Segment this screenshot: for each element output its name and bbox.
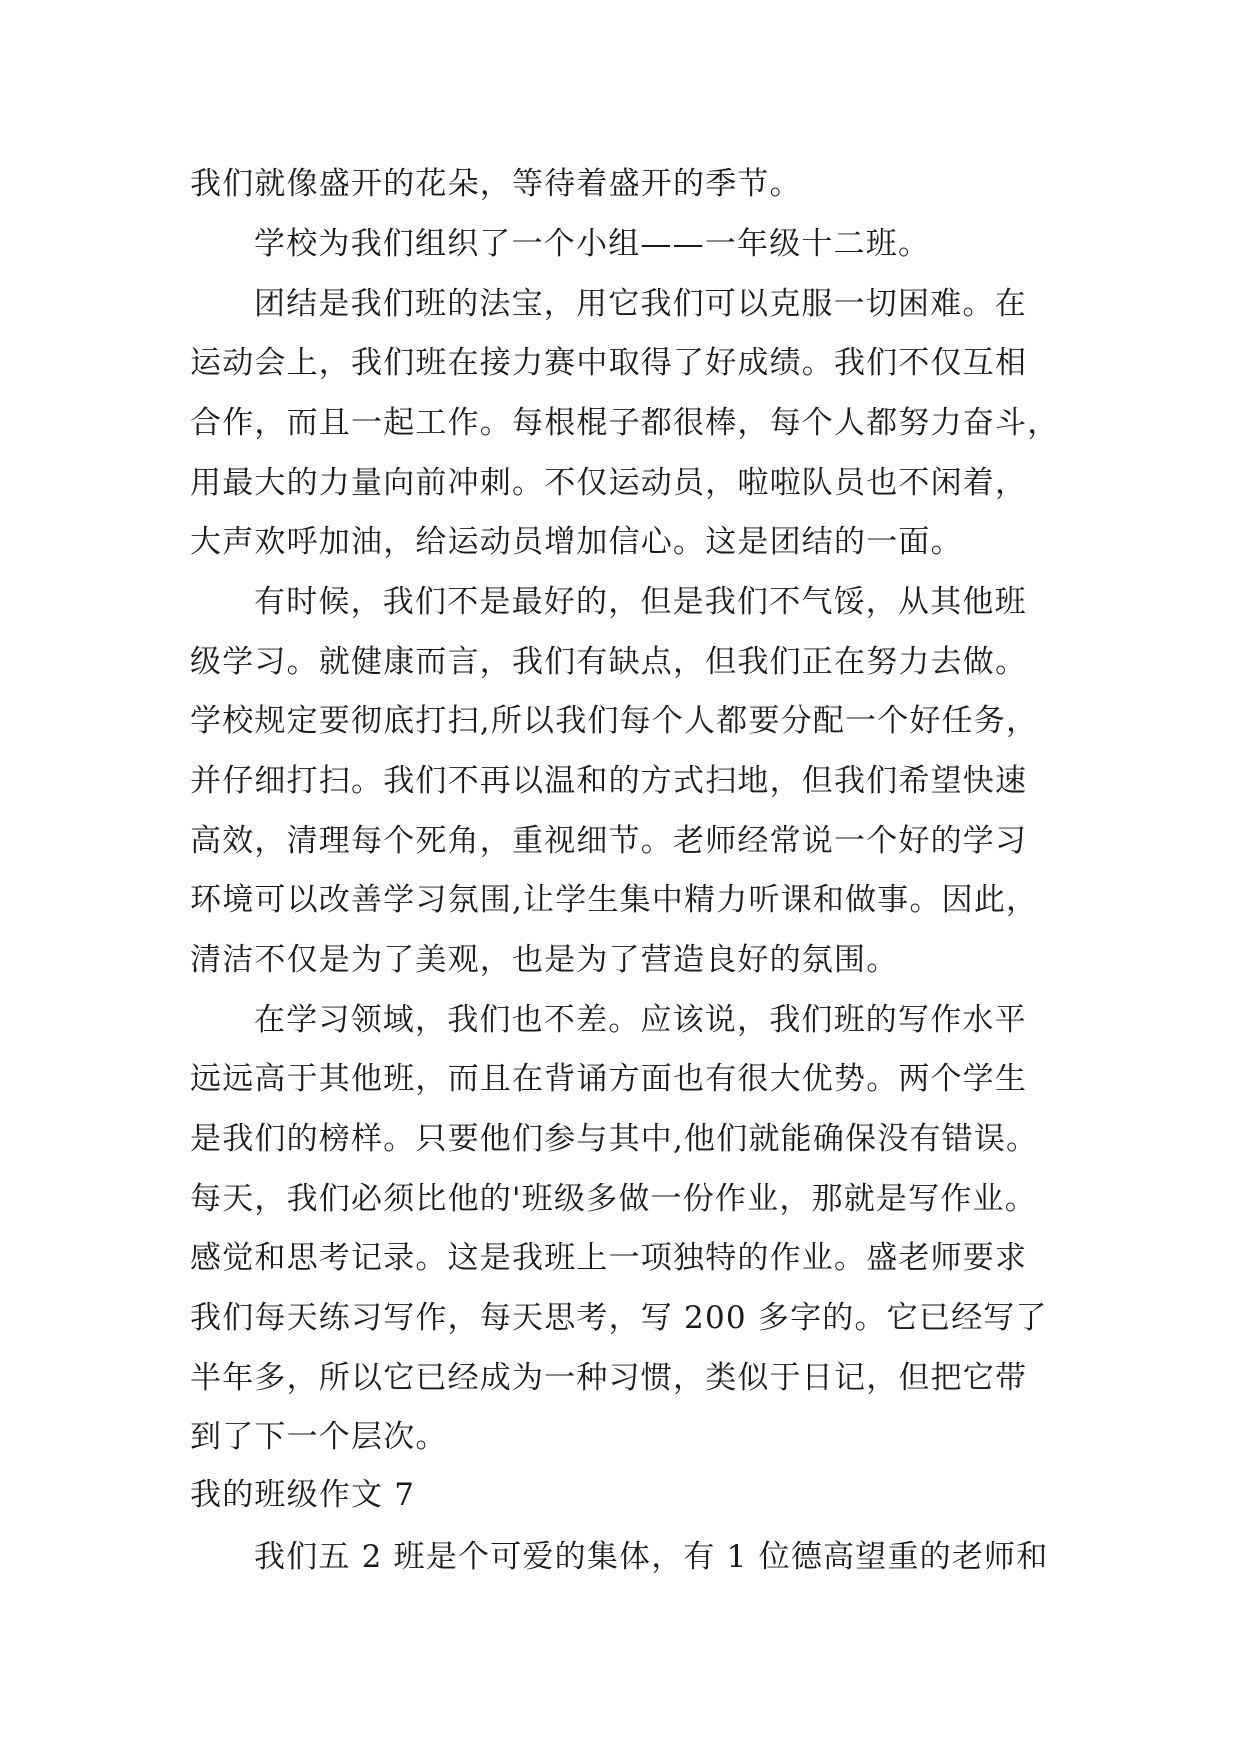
paragraph-line: 学校为我们组织了一个小组——一年级十二班。	[254, 226, 931, 262]
paragraph-line: 学校规定要彻底打扫,所以我们每个人都要分配一个好任务，	[190, 703, 1039, 739]
paragraph-line: 高效，清理每个死角，重视细节。老师经常说一个好的学习	[190, 823, 1028, 859]
section-heading: 我的班级作文 7	[190, 1477, 416, 1513]
paragraph-line: 到了下一个层次。	[190, 1419, 448, 1455]
paragraph-line: 合作，而且一起工作。每根棍子都很棒，每个人都努力奋斗，	[190, 405, 1060, 441]
paragraph-line: 运动会上，我们班在接力赛中取得了好成绩。我们不仅互相	[190, 345, 1028, 381]
paragraph-line: 每天，我们必须比他的'班级多做一份作业，那就是写作业。	[190, 1181, 1037, 1217]
paragraph-line: 在学习领域，我们也不差。应该说，我们班的写作水平	[254, 1002, 1027, 1038]
paragraph-line: 半年多，所以它已经成为一种习惯，类似于日记，但把它带	[190, 1360, 1028, 1396]
paragraph-line: 感觉和思考记录。这是我班上一项独特的作业。盛老师要求	[190, 1240, 1028, 1276]
paragraph-line: 用最大的力量向前冲刺。不仅运动员，啦啦队员也不闲着，	[190, 465, 1028, 501]
paragraph-line: 环境可以改善学习氛围,让学生集中精力听课和做事。因此，	[190, 882, 1039, 918]
paragraph-line: 团结是我们班的法宝，用它我们可以克服一切困难。在	[254, 286, 1027, 322]
paragraph-line: 大声欢呼加油，给运动员增加信心。这是团结的一面。	[190, 524, 963, 560]
paragraph-line: 有时候，我们不是最好的，但是我们不气馁，从其他班	[254, 584, 1027, 620]
paragraph-line: 级学习。就健康而言，我们有缺点，但我们正在努力去做。	[190, 644, 1028, 680]
paragraph-line: 我们每天练习写作，每天思考，写 200 多字的。它已经写了	[190, 1300, 1048, 1336]
paragraph-line: 我们五 2 班是个可爱的集体，有 1 位德高望重的老师和	[254, 1539, 1049, 1575]
paragraph-line: 清洁不仅是为了美观，也是为了营造良好的氛围。	[190, 942, 899, 978]
paragraph-line: 我们就像盛开的花朵，等待着盛开的季节。	[190, 166, 802, 202]
paragraph-line: 并仔细打扫。我们不再以温和的方式扫地，但我们希望快速	[190, 763, 1028, 799]
paragraph-line: 远远高于其他班，而且在背诵方面也有很大优势。两个学生	[190, 1061, 1028, 1097]
paragraph-line: 是我们的榜样。只要他们参与其中,他们就能确保没有错误。	[190, 1121, 1039, 1157]
